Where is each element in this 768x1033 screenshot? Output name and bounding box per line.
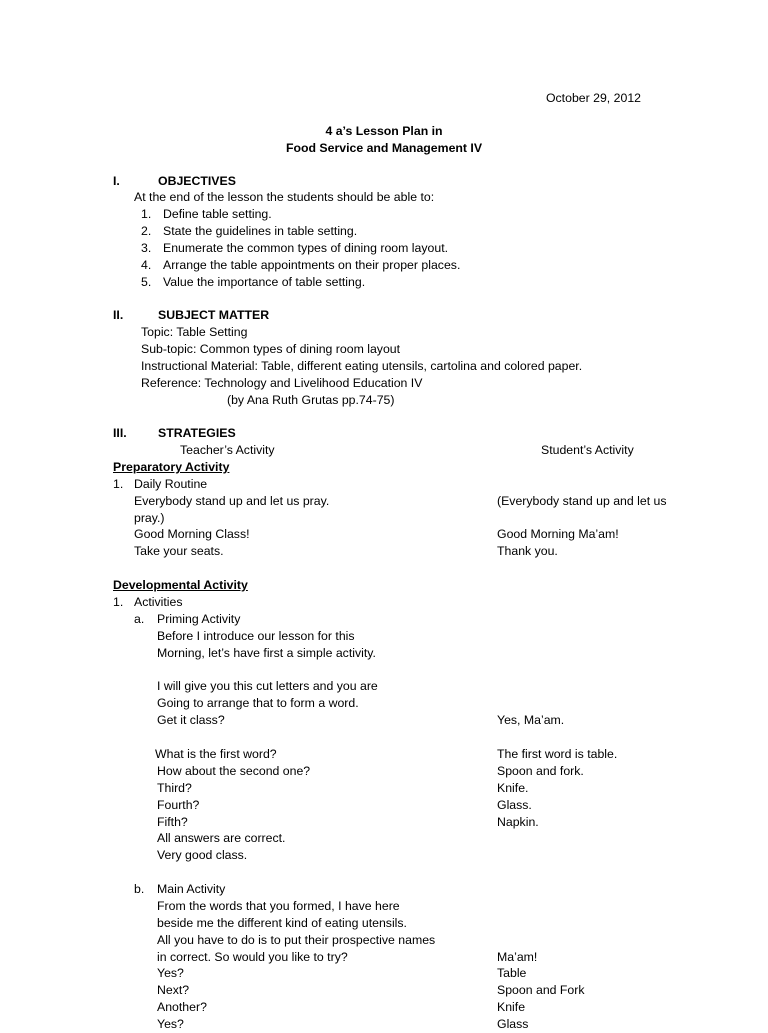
objective-number: 2.	[141, 224, 152, 238]
daily-routine-label: Daily Routine	[134, 477, 208, 491]
developmental-activity-heading: Developmental Activity	[113, 578, 248, 592]
objective-number: 1.	[141, 207, 152, 221]
student-line: Knife.	[497, 781, 529, 795]
teacher-line: Next?	[157, 983, 190, 997]
student-line: Spoon and fork.	[497, 764, 584, 778]
objective-number: 4.	[141, 258, 152, 272]
section-heading-objectives: OBJECTIVES	[158, 174, 236, 188]
teacher-line: Fourth?	[157, 798, 200, 812]
teacher-line: Get it class?	[157, 713, 225, 727]
objectives-intro: At the end of the lesson the students should be able to:	[134, 190, 435, 204]
subject-subtopic: Sub-topic: Common types of dining room layout	[141, 342, 401, 356]
list-letter: a.	[134, 612, 145, 626]
subject-topic: Topic: Table Setting	[141, 325, 248, 339]
objective-item: State the guidelines in table setting.	[163, 224, 358, 238]
student-line: The first word is table.	[497, 747, 618, 761]
teacher-line: Morning, let’s have first a simple activity.	[157, 646, 376, 660]
objective-item: Arrange the table appointments on their proper places.	[163, 258, 461, 272]
column-header-teacher: Teacher’s Activity	[180, 443, 275, 457]
teacher-line: Yes?	[157, 1017, 184, 1031]
preparatory-activity-heading: Preparatory Activity	[113, 460, 230, 474]
teacher-line: Before I introduce our lesson for this	[157, 629, 355, 643]
section-numeral-strategies: III.	[113, 426, 127, 440]
teacher-line: Everybody stand up and let us pray.	[134, 494, 330, 508]
objective-number: 5.	[141, 275, 152, 289]
subject-instructional-material: Instructional Material: Table, different eating utensils, cartolina and colored paper.	[141, 359, 583, 373]
teacher-line: Very good class.	[157, 848, 248, 862]
objective-item: Enumerate the common types of dining room layout.	[163, 241, 449, 255]
teacher-line: How about the second one?	[157, 764, 311, 778]
document-title-line1: 4 a’s Lesson Plan in	[325, 124, 443, 138]
document-date: October 29, 2012	[545, 91, 641, 105]
teacher-line: I will give you this cut letters and you are	[157, 679, 378, 693]
teacher-line: Going to arrange that to form a word.	[157, 696, 359, 710]
document-title-line2: Food Service and Management IV	[285, 141, 483, 155]
objective-item: Define table setting.	[163, 207, 272, 221]
teacher-line: All answers are correct.	[157, 831, 286, 845]
student-line: Knife	[497, 1000, 526, 1014]
priming-activity-title: Priming Activity	[157, 612, 241, 626]
student-line: Spoon and Fork	[497, 983, 585, 997]
subject-reference: Reference: Technology and Livelihood Education IV	[141, 376, 423, 390]
list-letter: b.	[134, 882, 145, 896]
teacher-line: Take your seats.	[134, 544, 224, 558]
subject-reference-author: (by Ana Ruth Grutas pp.74-75)	[227, 393, 395, 407]
objective-item: Value the importance of table setting.	[163, 275, 366, 289]
teacher-line: Fifth?	[157, 815, 188, 829]
list-number: 1.	[113, 477, 124, 491]
teacher-line: Good Morning Class!	[134, 527, 250, 541]
teacher-line: beside me the different kind of eating utensils.	[157, 916, 407, 930]
student-line: Yes, Ma’am.	[497, 713, 565, 727]
student-line: Table	[497, 966, 527, 980]
student-line: Good Morning Ma’am!	[497, 527, 619, 541]
student-line: Napkin.	[497, 815, 539, 829]
student-line: Thank you.	[497, 544, 558, 558]
teacher-line: in correct. So would you like to try?	[157, 950, 348, 964]
section-heading-subject-matter: SUBJECT MATTER	[158, 308, 270, 322]
column-header-student: Student’s Activity	[541, 443, 634, 457]
section-numeral-objectives: I.	[113, 174, 120, 188]
student-line: Glass	[497, 1017, 529, 1031]
teacher-line: pray.)	[134, 511, 165, 525]
teacher-line: Third?	[157, 781, 192, 795]
section-heading-strategies: STRATEGIES	[158, 426, 236, 440]
objective-number: 3.	[141, 241, 152, 255]
teacher-line: Yes?	[157, 966, 184, 980]
student-line: (Everybody stand up and let us	[497, 494, 667, 508]
activities-label: Activities	[134, 595, 183, 609]
main-activity-title: Main Activity	[157, 882, 226, 896]
teacher-line: From the words that you formed, I have here	[157, 899, 400, 913]
teacher-line: Another?	[157, 1000, 207, 1014]
section-numeral-subject-matter: II.	[113, 308, 124, 322]
list-number: 1.	[113, 595, 124, 609]
teacher-line: All you have to do is to put their prospective names	[157, 933, 436, 947]
student-line: Ma’am!	[497, 950, 538, 964]
student-line: Glass.	[497, 798, 532, 812]
teacher-line: What is the first word?	[155, 747, 277, 761]
